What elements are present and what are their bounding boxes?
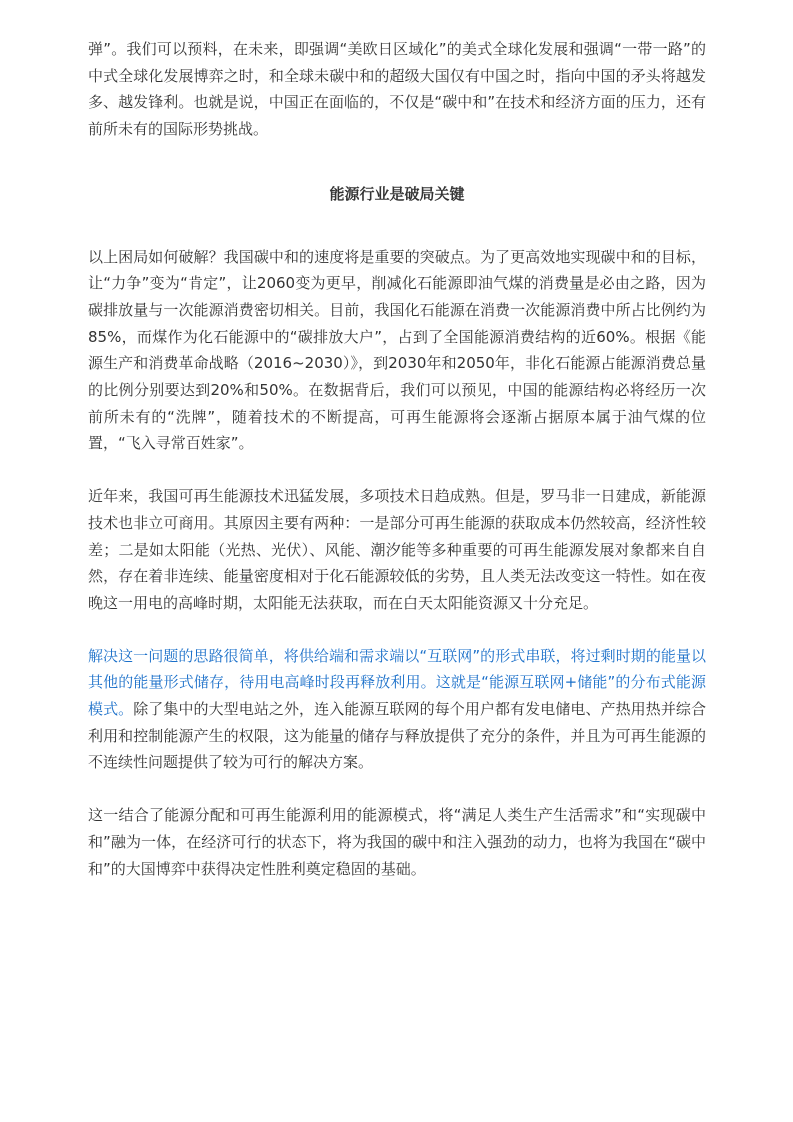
article-body xyxy=(88,36,706,882)
solution-detail-text: 除了集中的大型电站之外，连入能源互联网的每个用户都有发电储电、产热用热并综合利用和控制能源产生的权限，这为能量的储存与释放提供了充分的条件，并且为可再生能源的不连续性问题提供了较为可行的解决方案。 xyxy=(88,700,706,772)
highlighted-solution-text: 解决这一问题的思路很简单，将供给端和需求端以“互联网”的形式串联，将过剩时期的能量以其他的能量形式储存，待用电高峰时段再释放利用。这就是“能源互联网+储能”的分布式能源模式。 xyxy=(88,646,706,719)
paragraph-intro-continued: 弹”。我们可以预料，在未来，即强调“美欧日区域化”的美式全球化发展和强调“一带一路”的中式全球化发展博弈之时，和全球未碳中和的超级大国仅有中国之时，指向中国的矛头将越发多、越发锋利。也就是说，中国正在面临的，不仅是“碳中和”在技术和经济方面的压力，还有前所未有的国际形势挑战。 xyxy=(88,40,706,139)
paragraph-breakthrough: 以上困局如何破解？我国碳中和的速度将是重要的突破点。为了更高效地实现碳中和的目标，让“力争”变为“肯定”，让2060变为更早，削减化石能源即油气煤的消费量是必由之路，因为碳排放量与一次能源消费密切相关。目前，我国化石能源在消费一次能源消费中所占比例约为85%，而煤作为化石能源中的“碳排放大户”，占到了全国能源消费结构的近60%。根据《能源生产和消费革命战略（2016~2030）》，到2030年和2050年，非化石能源占能源消费总量的比例分别要达到20%和50%。在数据背后，我们可以预见，中国的能源结构必将经历一次前所未有的“洗牌”，随着技术的不断提高，可再生能源将会逐渐占据原本属于油气煤的位置，“飞入寻常百姓家”。 xyxy=(88,247,706,453)
paragraph-renewable-challenges: 近年来，我国可再生能源技术迅猛发展，多项技术日趋成熟。但是，罗马非一日建成，新能源技术也非立可商用。其原因主要有两种：一是部分可再生能源的获取成本仍然较高，经济性较差；二是如太阳能（光热、光伏）、风能、潮汐能等多种重要的可再生能源发展对象都来自自然，存在着非连续、能量密度相对于化石能源较低的劣势，且人类无法改变这一特性。如在夜晚这一用电的高峰时期，太阳能无法获取，而在白天太阳能资源又十分充足。 xyxy=(88,487,706,612)
paragraph-solution xyxy=(88,643,706,777)
paragraph-conclusion: 这一结合了能源分配和可再生能源利用的能源模式，将“满足人类生产生活需求”和“实现碳中和”融为一体，在经济可行的状态下，将为我国的碳中和注入强劲的动力，也将为我国在“碳中和”的大国博弈中获得决定性胜利奠定稳固的基础。 xyxy=(88,806,706,878)
section-heading: 能源行业是破局关键 xyxy=(329,184,465,203)
